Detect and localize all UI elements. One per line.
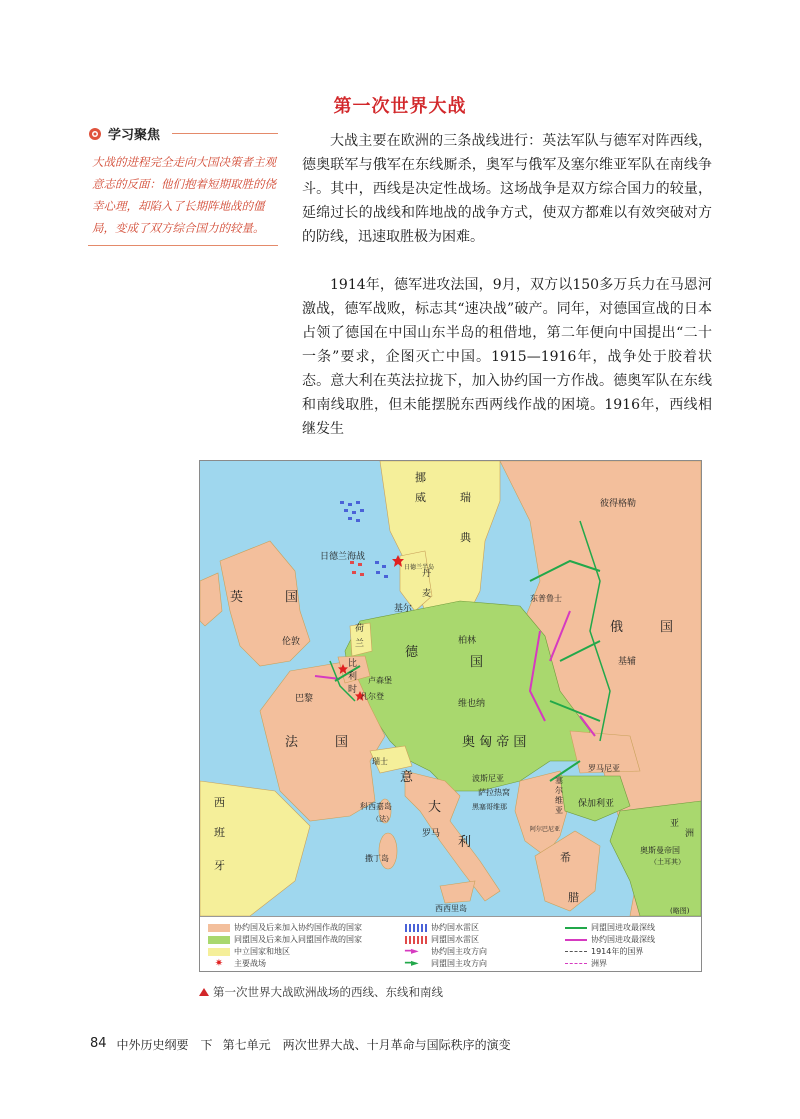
arrow-right-icon: ━► <box>405 958 419 969</box>
body-paragraph-2 <box>302 273 712 441</box>
legend-item <box>405 946 487 957</box>
map-label: 科西嘉岛 <box>360 802 392 811</box>
legend-item <box>565 922 655 933</box>
map-label: 基辅 <box>618 657 637 667</box>
map-label: （土耳其） <box>650 858 685 866</box>
map-label: 保加利亚 <box>578 799 615 809</box>
page-footer <box>90 1036 511 1053</box>
map-label: 挪 <box>415 471 426 484</box>
swatch <box>565 927 587 929</box>
map-label: 俄 <box>610 620 624 635</box>
map-label: 维也纳 <box>458 699 486 709</box>
map-label: 兰 <box>355 639 365 649</box>
legend-item <box>565 934 655 945</box>
map-label: 彼得格勒 <box>600 499 637 509</box>
caption-text: 第一次世界大战欧洲战场的西线、东线和南线 <box>213 985 443 999</box>
legend-item <box>208 958 266 969</box>
map-label: 基尔 <box>394 604 413 614</box>
map-legend <box>200 916 701 972</box>
map-label: 西西里岛 <box>435 904 467 913</box>
map-label: 罗马尼亚 <box>588 764 620 773</box>
map-label: 大 <box>428 800 442 815</box>
legend-label: 1914年的国界 <box>591 947 644 956</box>
map-label: 希 <box>560 851 571 864</box>
legend-label: 协约国进攻最深线 <box>591 935 655 944</box>
map-label: 国 <box>660 620 674 635</box>
map-label: 奥斯曼帝国 <box>640 846 680 855</box>
study-focus-box <box>88 124 278 246</box>
legend-item <box>405 958 487 969</box>
map-label: 东普鲁士 <box>530 594 562 603</box>
legend-item <box>565 958 607 969</box>
legend-label: 同盟国水雷区 <box>431 935 479 944</box>
map-label: 罗马 <box>422 829 441 839</box>
map-label: 国 <box>285 590 299 605</box>
europe-war-map <box>199 460 702 972</box>
swatch <box>208 948 230 956</box>
map-label: 威 <box>415 491 426 504</box>
triangle-icon <box>199 988 209 996</box>
legend-label: 主要战场 <box>234 959 266 968</box>
map-label: 柏林 <box>458 636 477 646</box>
map-label: 时 <box>348 685 358 695</box>
legend-item <box>208 922 362 933</box>
map-label: 意 <box>400 770 414 785</box>
book-title: 中外历史纲要 下 <box>116 1038 213 1052</box>
map-label: 瑞士 <box>372 757 388 766</box>
swatch <box>565 951 587 952</box>
legend-label: 洲界 <box>591 959 607 968</box>
swatch <box>208 936 230 944</box>
arrow-right-icon: ━► <box>405 946 419 957</box>
battle-star-icon: ✷ <box>214 958 224 969</box>
map-label: 国 <box>335 735 349 750</box>
map-label: 腊 <box>568 891 579 904</box>
legend-label: 协约国及后来加入协约国作战的国家 <box>234 923 362 932</box>
legend-item <box>565 946 643 957</box>
map-label: 荷 <box>355 624 365 634</box>
map-label: 国 <box>470 655 484 670</box>
map-label: 黑塞哥维那 <box>472 803 507 811</box>
map-label: 阿尔巴尼亚 <box>530 826 561 833</box>
paragraph-text: 大战主要在欧洲的三条战线进行：英法军队与德军对阵西线，德奥联军与俄军在东线厮杀，奥军与俄军及塞尔维亚军队在南线争斗。其中，西线是决定性战场。这场战争是双方综合国力的较量，延绵过长的战线和阵地战的战争方式，使双方都难以有效突破对方的防线，迅速取胜极为困难。 <box>302 133 712 245</box>
map-label: 奥 匈 帝 国 <box>462 735 527 750</box>
figure-caption <box>199 984 443 1000</box>
page-title: 第一次世界大战 <box>333 96 467 117</box>
map-label: 波斯尼亚 <box>472 774 504 783</box>
legend-item <box>208 934 362 945</box>
map-label: （法） <box>372 815 393 823</box>
map-label: 洲 <box>685 829 695 839</box>
legend-label: 同盟国进攻最深线 <box>591 923 655 932</box>
page-number: 84 <box>90 1036 107 1051</box>
legend-item <box>405 922 479 933</box>
map-label: 典 <box>460 531 471 544</box>
map-label: 凡尔登 <box>360 692 384 701</box>
map-label: 利 <box>348 672 358 682</box>
map-label: 班 <box>214 826 225 839</box>
legend-label: 同盟国主攻方向 <box>431 959 487 968</box>
legend-label: 同盟国及后来加入同盟国作战的国家 <box>234 935 362 944</box>
body-paragraph-1 <box>302 129 712 249</box>
legend-item <box>208 946 290 957</box>
study-focus-header <box>88 124 278 143</box>
legend-label: 协约国水雷区 <box>431 923 479 932</box>
map-label: 维 <box>555 796 563 805</box>
swatch <box>565 963 587 964</box>
swatch <box>405 924 427 932</box>
legend-label: 协约国主攻方向 <box>431 947 487 956</box>
study-focus-text: 大战的进程完全走向大国决策者主观意志的反面：他们抱着短期取胜的侥幸心理，却陷入了长期阵地战的僵局，变成了双方综合国力的较量。 <box>92 155 276 235</box>
sardinia <box>379 833 397 869</box>
map-label: 塞 <box>555 776 563 785</box>
swatch <box>208 924 230 932</box>
map-label: 撒丁岛 <box>365 854 389 863</box>
map-drawing <box>200 461 701 916</box>
unit-title: 第七单元 两次世界大战、十月革命与国际秩序的演变 <box>222 1038 511 1052</box>
swatch <box>565 939 587 941</box>
map-label: 瑞 <box>460 491 471 504</box>
paragraph-text: 1914年，德军进攻法国，9月，双方以150多万兵力在马恩河激战，德军战败，标志其“速决战”破产。同年，对德国宣战的日本占领了德国在中国山东半岛的租借地，第二年便向中国提出“二十一条”要求，企图灭亡中国。1915—1916年，战争处于胶着状态。意大利在英法拉拢下，加入协约国一方作战。德奥军队在东线和南线取胜，但未能摆脱东西两线作战的困境。1916年，西线相继发生 <box>302 277 712 437</box>
map-label: 亚 <box>670 819 680 829</box>
divider <box>88 245 278 246</box>
map-label: 利 <box>458 835 472 850</box>
flower-icon <box>88 127 102 141</box>
map-label: 法 <box>285 735 299 750</box>
map-label: 日德兰半岛 <box>404 564 435 571</box>
map-label: 英 <box>230 590 244 605</box>
study-focus-heading: 学习聚焦 <box>108 128 161 143</box>
legend-label: 中立国家和地区 <box>234 947 290 956</box>
map-label: 亚 <box>555 806 563 815</box>
map-label: 比 <box>348 659 358 669</box>
legend-item <box>405 934 479 945</box>
map-label: 麦 <box>422 589 432 599</box>
map-label: 丹 <box>422 569 432 579</box>
map-label: 尔 <box>555 786 563 795</box>
map-label: 德 <box>405 645 419 660</box>
map-label: 日德兰海战 <box>320 552 366 562</box>
map-label: 卢森堡 <box>368 676 392 685</box>
swatch <box>405 936 427 944</box>
map-label: (略图) <box>670 907 690 915</box>
divider <box>172 133 278 134</box>
map-label: 牙 <box>214 859 225 872</box>
map-label: 伦敦 <box>282 637 301 647</box>
map-label: 西 <box>214 796 225 809</box>
map-label: 巴黎 <box>295 694 314 704</box>
map-label: 萨拉热窝 <box>478 788 510 797</box>
